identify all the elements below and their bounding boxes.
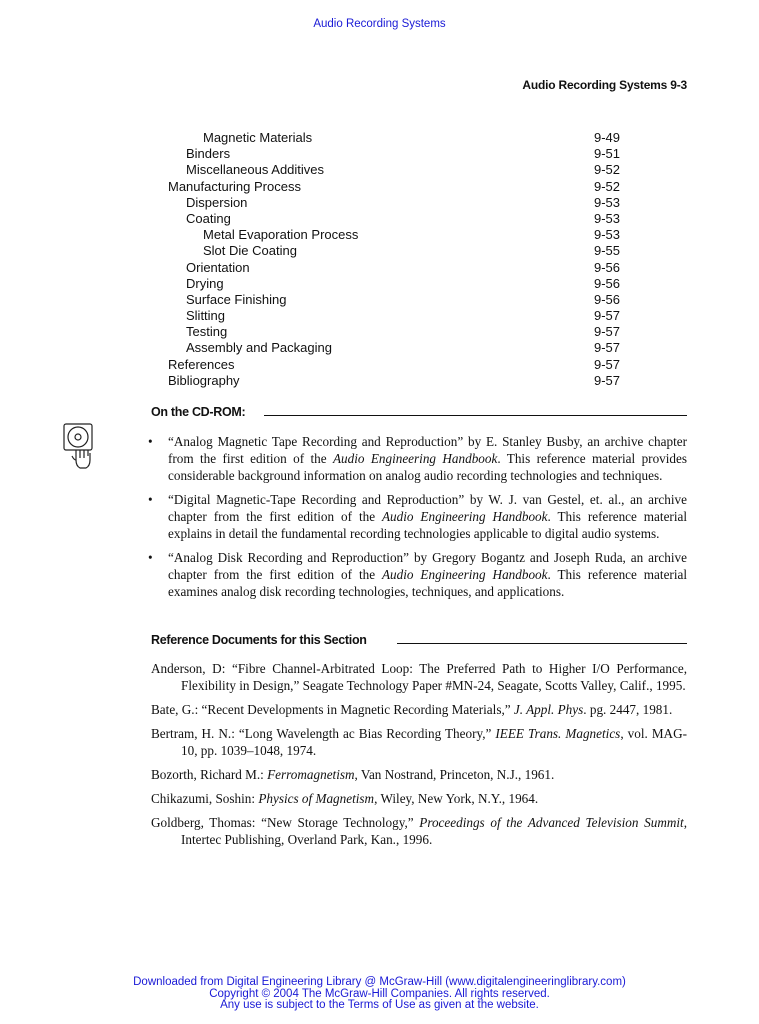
cd-rom-item <box>147 491 687 542</box>
ref-text: , Intertec Publishing, Overland Park, Kan., 1996. <box>181 815 687 847</box>
top-title-link[interactable]: Audio Recording Systems <box>313 18 446 30</box>
reference-entry <box>151 725 687 759</box>
ref-text: , vol. MAG-10, pp. 1039–1048, 1974. <box>181 726 687 758</box>
toc-entry <box>168 179 622 195</box>
toc-page: 9-53 <box>594 194 621 210</box>
reference-entry <box>151 766 687 783</box>
toc-label: Assembly and Packaging <box>186 340 332 356</box>
toc-entry <box>168 146 622 162</box>
toc-entry <box>168 373 622 389</box>
toc-entry <box>168 243 622 259</box>
toc-label: Bibliography <box>168 372 240 388</box>
ref-text: Bozorth, Richard M.: <box>151 767 268 782</box>
toc-label: Slot Die Coating <box>203 243 297 259</box>
toc-page: 9-57 <box>594 308 621 324</box>
ref-text: Bate, G.: “Recent Developments in Magnetic Recording Materials,” <box>151 702 514 717</box>
reference-list <box>151 660 687 855</box>
toc-entry <box>168 276 622 292</box>
toc-page: 9-57 <box>594 356 621 372</box>
toc-entry <box>168 162 622 178</box>
toc-entry <box>168 308 622 324</box>
toc-page: 9-57 <box>594 324 621 340</box>
ref-text: , Van Nostrand, Princeton, N.J., 1961. <box>354 767 555 782</box>
bullet: • <box>148 492 153 507</box>
bullet: • <box>148 550 153 565</box>
item-text: . This reference material provides considerable background information on analog audio recording technologies and techniques. <box>168 451 687 483</box>
toc-entry <box>168 260 622 276</box>
toc-page: 9-57 <box>594 372 621 388</box>
ref-text: Chikazumi, Soshin: <box>151 791 259 806</box>
toc-label: Drying <box>186 275 224 291</box>
toc-label: Orientation <box>186 259 250 275</box>
toc-entry <box>168 227 622 243</box>
heading-rule <box>264 415 687 416</box>
ref-text: Bertram, H. N.: “Long Wavelength ac Bias Recording Theory,” <box>151 726 496 741</box>
toc-entry <box>168 130 622 146</box>
item-text: . This reference material explains in detail the fundamental recording technologies applicable to digital audio systems. <box>168 509 687 541</box>
ref-text: Goldberg, Thomas: “New Storage Technology,” <box>151 815 420 830</box>
toc-label: Coating <box>186 210 231 226</box>
toc-page: 9-57 <box>594 340 621 356</box>
toc-entry <box>168 324 622 340</box>
footer-terms-link[interactable]: Any use is subject to the Terms of Use as given at the website. <box>220 999 539 1011</box>
toc-page: 9-52 <box>594 162 621 178</box>
toc-page: 9-56 <box>594 291 621 307</box>
footer-copyright-link[interactable]: Copyright © 2004 The McGraw-Hill Companies. All rights reserved. <box>209 987 550 1000</box>
reference-entry <box>151 790 687 807</box>
ref-title: Ferromagnetism <box>267 767 355 782</box>
heading-rule <box>397 643 687 644</box>
ref-title: Proceedings of the Advanced Television Summit <box>419 815 684 830</box>
ref-title: IEEE Trans. Magnetics <box>495 726 621 741</box>
toc-label: Surface Finishing <box>186 291 287 307</box>
toc-page: 9-49 <box>594 130 621 145</box>
item-text: “Digital Magnetic-Tape Recording and Reproduction” by W. J. van Gestel, et. al., an archive chapter from the first edition of the <box>168 492 687 524</box>
toc-label: Manufacturing Process <box>168 178 301 194</box>
toc-label: Miscellaneous Additives <box>186 162 325 178</box>
toc-label: Metal Evaporation Process <box>203 227 359 243</box>
toc-entry <box>168 340 622 356</box>
cd-rom-item <box>147 549 687 600</box>
references-heading-text: Reference Documents for this Section <box>151 633 367 647</box>
footer <box>0 977 759 1012</box>
item-title: Audio Engineering Handbook <box>382 509 548 524</box>
cd-rom-heading <box>151 405 687 423</box>
cd-rom-list <box>147 433 687 607</box>
item-title: Audio Engineering Handbook <box>382 567 548 582</box>
toc-label: Dispersion <box>186 194 248 210</box>
item-text: . This reference material examines analog disk recording technologies, techniques, and applications. <box>168 567 687 599</box>
bullet: • <box>148 434 153 449</box>
ref-text: . pg. 2447, 1981. <box>583 702 673 717</box>
toc-page: 9-53 <box>594 227 621 243</box>
toc-page: 9-55 <box>594 243 621 259</box>
toc-page: 9-52 <box>594 178 621 194</box>
ref-title: J. Appl. Phys <box>513 702 584 717</box>
reference-entry <box>151 701 687 718</box>
reference-entry <box>151 814 687 848</box>
toc-page: 9-53 <box>594 210 621 226</box>
toc-entry <box>168 292 622 308</box>
toc-page: 9-51 <box>594 146 621 162</box>
item-title: Audio Engineering Handbook <box>332 451 498 466</box>
cd-in-hand-icon <box>62 420 96 472</box>
table-of-contents <box>168 130 622 389</box>
ref-title: Physics of Magnetism <box>258 791 375 806</box>
ref-text: Anderson, D: “Fibre Channel-Arbitrated Loop: The Preferred Path to Higher I/O Performance, Flexibility in Design,” Seagate Technology Paper #MN-24, Seagate, Scotts Valley, Calif., 1995. <box>151 661 687 693</box>
toc-page: 9-56 <box>594 259 621 275</box>
toc-label: Slitting <box>186 308 226 324</box>
references-heading <box>151 633 687 651</box>
reference-entry <box>151 660 687 694</box>
running-head: Audio Recording Systems 9-3 <box>522 78 687 92</box>
cd-rom-item <box>147 433 687 484</box>
toc-page: 9-56 <box>594 275 621 291</box>
cd-rom-heading-text: On the CD-ROM: <box>151 405 246 419</box>
toc-label: References <box>168 356 235 372</box>
toc-entry <box>168 357 622 373</box>
ref-text: , Wiley, New York, N.Y., 1964. <box>374 791 539 806</box>
toc-label: Magnetic Materials <box>203 130 313 145</box>
footer-download-link[interactable]: Downloaded from Digital Engineering Library @ McGraw-Hill (www.digitalengineeringlibrary.com) <box>133 976 626 988</box>
toc-label: Testing <box>186 324 228 340</box>
toc-entry <box>168 195 622 211</box>
toc-label: Binders <box>186 146 231 162</box>
item-text: “Analog Magnetic Tape Recording and Reproduction” by E. Stanley Busby, an archive chapter from the first edition of the <box>168 434 687 466</box>
toc-entry <box>168 211 622 227</box>
item-text: “Analog Disk Recording and Reproduction” by Gregory Bogantz and Joseph Ruda, an archive chapter from the first edition of the <box>168 550 687 582</box>
